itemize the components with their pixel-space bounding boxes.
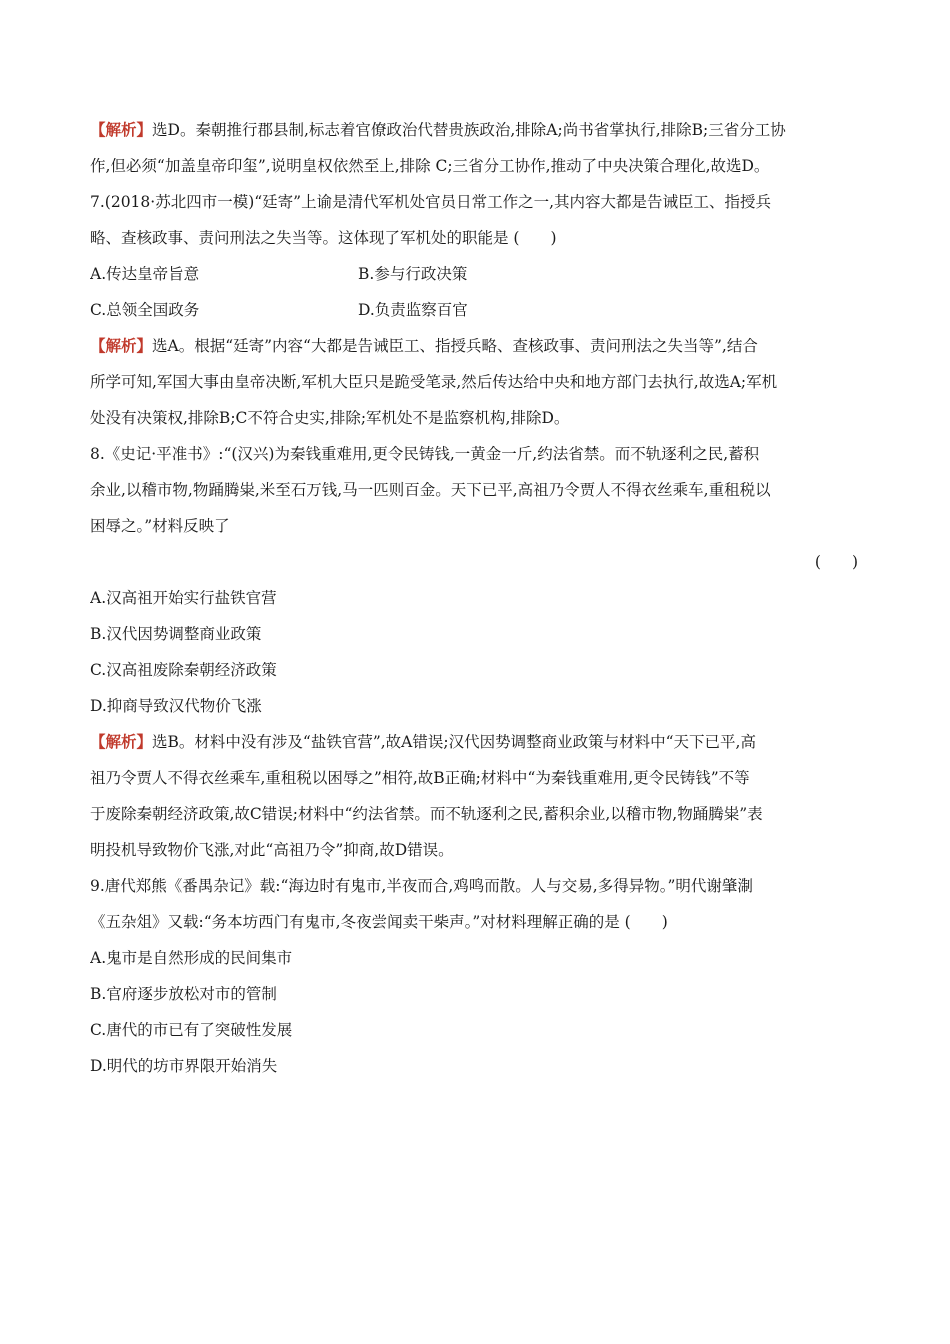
question-8-answer-paren: ( ) bbox=[814, 553, 858, 571]
question-7-line-2: 略、查核政事、责问刑法之失当等。这体现了军机处的职能是 ( ) bbox=[90, 229, 557, 247]
question-8-line-2: 余业,以稽市物,物踊腾粜,米至石万钱,马一匹则百金。天下已平,高祖乃令贾人不得衣丝乘车,重租税以 bbox=[90, 481, 771, 499]
analysis-6-line-1: 【解析】选D。秦朝推行郡县制,标志着官僚政治代替贵族政治,排除A;尚书省掌执行,排除B;三省分工协 bbox=[90, 120, 786, 139]
question-7-options-row-2 bbox=[90, 292, 860, 328]
question-8-line-3: 困辱之。”材料反映了 bbox=[90, 517, 230, 535]
q8-option-d[interactable]: D.抑商导致汉代物价飞涨 bbox=[90, 697, 262, 715]
q7-option-a[interactable]: A.传达皇帝旨意 bbox=[90, 265, 200, 283]
q8-option-b[interactable]: B.汉代因势调整商业政策 bbox=[90, 625, 262, 643]
analysis-8-line-3: 于废除秦朝经济政策,故C错误;材料中“约法省禁。而不轨逐利之民,蓄积余业,以稽市物,物踊腾粜”表 bbox=[90, 805, 763, 823]
analysis-label: 【解析】 bbox=[90, 732, 153, 751]
analysis-7-line-2: 所学可知,军国大事由皇帝决断,军机大臣只是跪受笔录,然后传达给中央和地方部门去执行,故选A;军机 bbox=[90, 373, 778, 391]
q9-option-a[interactable]: A.鬼市是自然形成的民间集市 bbox=[90, 949, 293, 967]
analysis-7-line-1: 【解析】选A。根据“廷寄”内容“大都是告诫臣工、指授兵略、查核政事、责问刑法之失当等”,结合 bbox=[90, 336, 758, 355]
q9-option-c[interactable]: C.唐代的市已有了突破性发展 bbox=[90, 1021, 293, 1039]
document-page bbox=[90, 112, 860, 1084]
q7-option-d[interactable]: D.负责监察百官 bbox=[358, 301, 468, 319]
analysis-label: 【解析】 bbox=[90, 336, 153, 355]
q8-option-a[interactable]: A.汉高祖开始实行盐铁官营 bbox=[90, 589, 277, 607]
q8-option-c[interactable]: C.汉高祖废除秦朝经济政策 bbox=[90, 661, 277, 679]
analysis-8-line-1: 【解析】选B。材料中没有涉及“盐铁官营”,故A错误;汉代因势调整商业政策与材料中“天下已平,高 bbox=[90, 732, 756, 751]
analysis-7-line-3: 处没有决策权,排除B;C不符合史实,排除;军机处不是监察机构,排除D。 bbox=[90, 409, 570, 427]
analysis-8-line-4: 明投机导致物价飞涨,对此“高祖乃令”抑商,故D错误。 bbox=[90, 841, 454, 859]
question-9-line-2: 《五杂俎》又载:“务本坊西门有鬼市,冬夜尝闻卖干柴声。”对材料理解正确的是 ( ) bbox=[90, 913, 668, 931]
q9-option-d[interactable]: D.明代的坊市界限开始消失 bbox=[90, 1057, 278, 1075]
question-7-line-1: 7.(2018·苏北四市一模)“廷寄”上谕是清代军机处官员日常工作之一,其内容大都是告诫臣工、指授兵 bbox=[90, 193, 772, 211]
q7-option-b[interactable]: B.参与行政决策 bbox=[358, 265, 468, 283]
analysis-8-line-2: 祖乃令贾人不得衣丝乘车,重租税以困辱之”相符,故B正确;材料中“为秦钱重难用,更令民铸钱”不等 bbox=[90, 769, 750, 787]
analysis-6-line-2: 作,但必须“加盖皇帝印玺”,说明皇权依然至上,排除 C;三省分工协作,推动了中央决策合理化,故选D。 bbox=[90, 157, 770, 175]
q7-option-c[interactable]: C.总领全国政务 bbox=[90, 301, 200, 319]
question-7-options-row-1 bbox=[90, 256, 860, 292]
question-8-line-1: 8.《史记·平准书》:“(汉兴)为秦钱重难用,更令民铸钱,一黄金一斤,约法省禁。而不轨逐利之民,蓄积 bbox=[90, 445, 760, 463]
q9-option-b[interactable]: B.官府逐步放松对市的管制 bbox=[90, 985, 277, 1003]
analysis-label: 【解析】 bbox=[90, 120, 153, 139]
question-9-line-1: 9.唐代郑熊《番禺杂记》载:“海边时有鬼市,半夜而合,鸡鸣而散。人与交易,多得异物。”明代谢肇淛 bbox=[90, 877, 753, 895]
